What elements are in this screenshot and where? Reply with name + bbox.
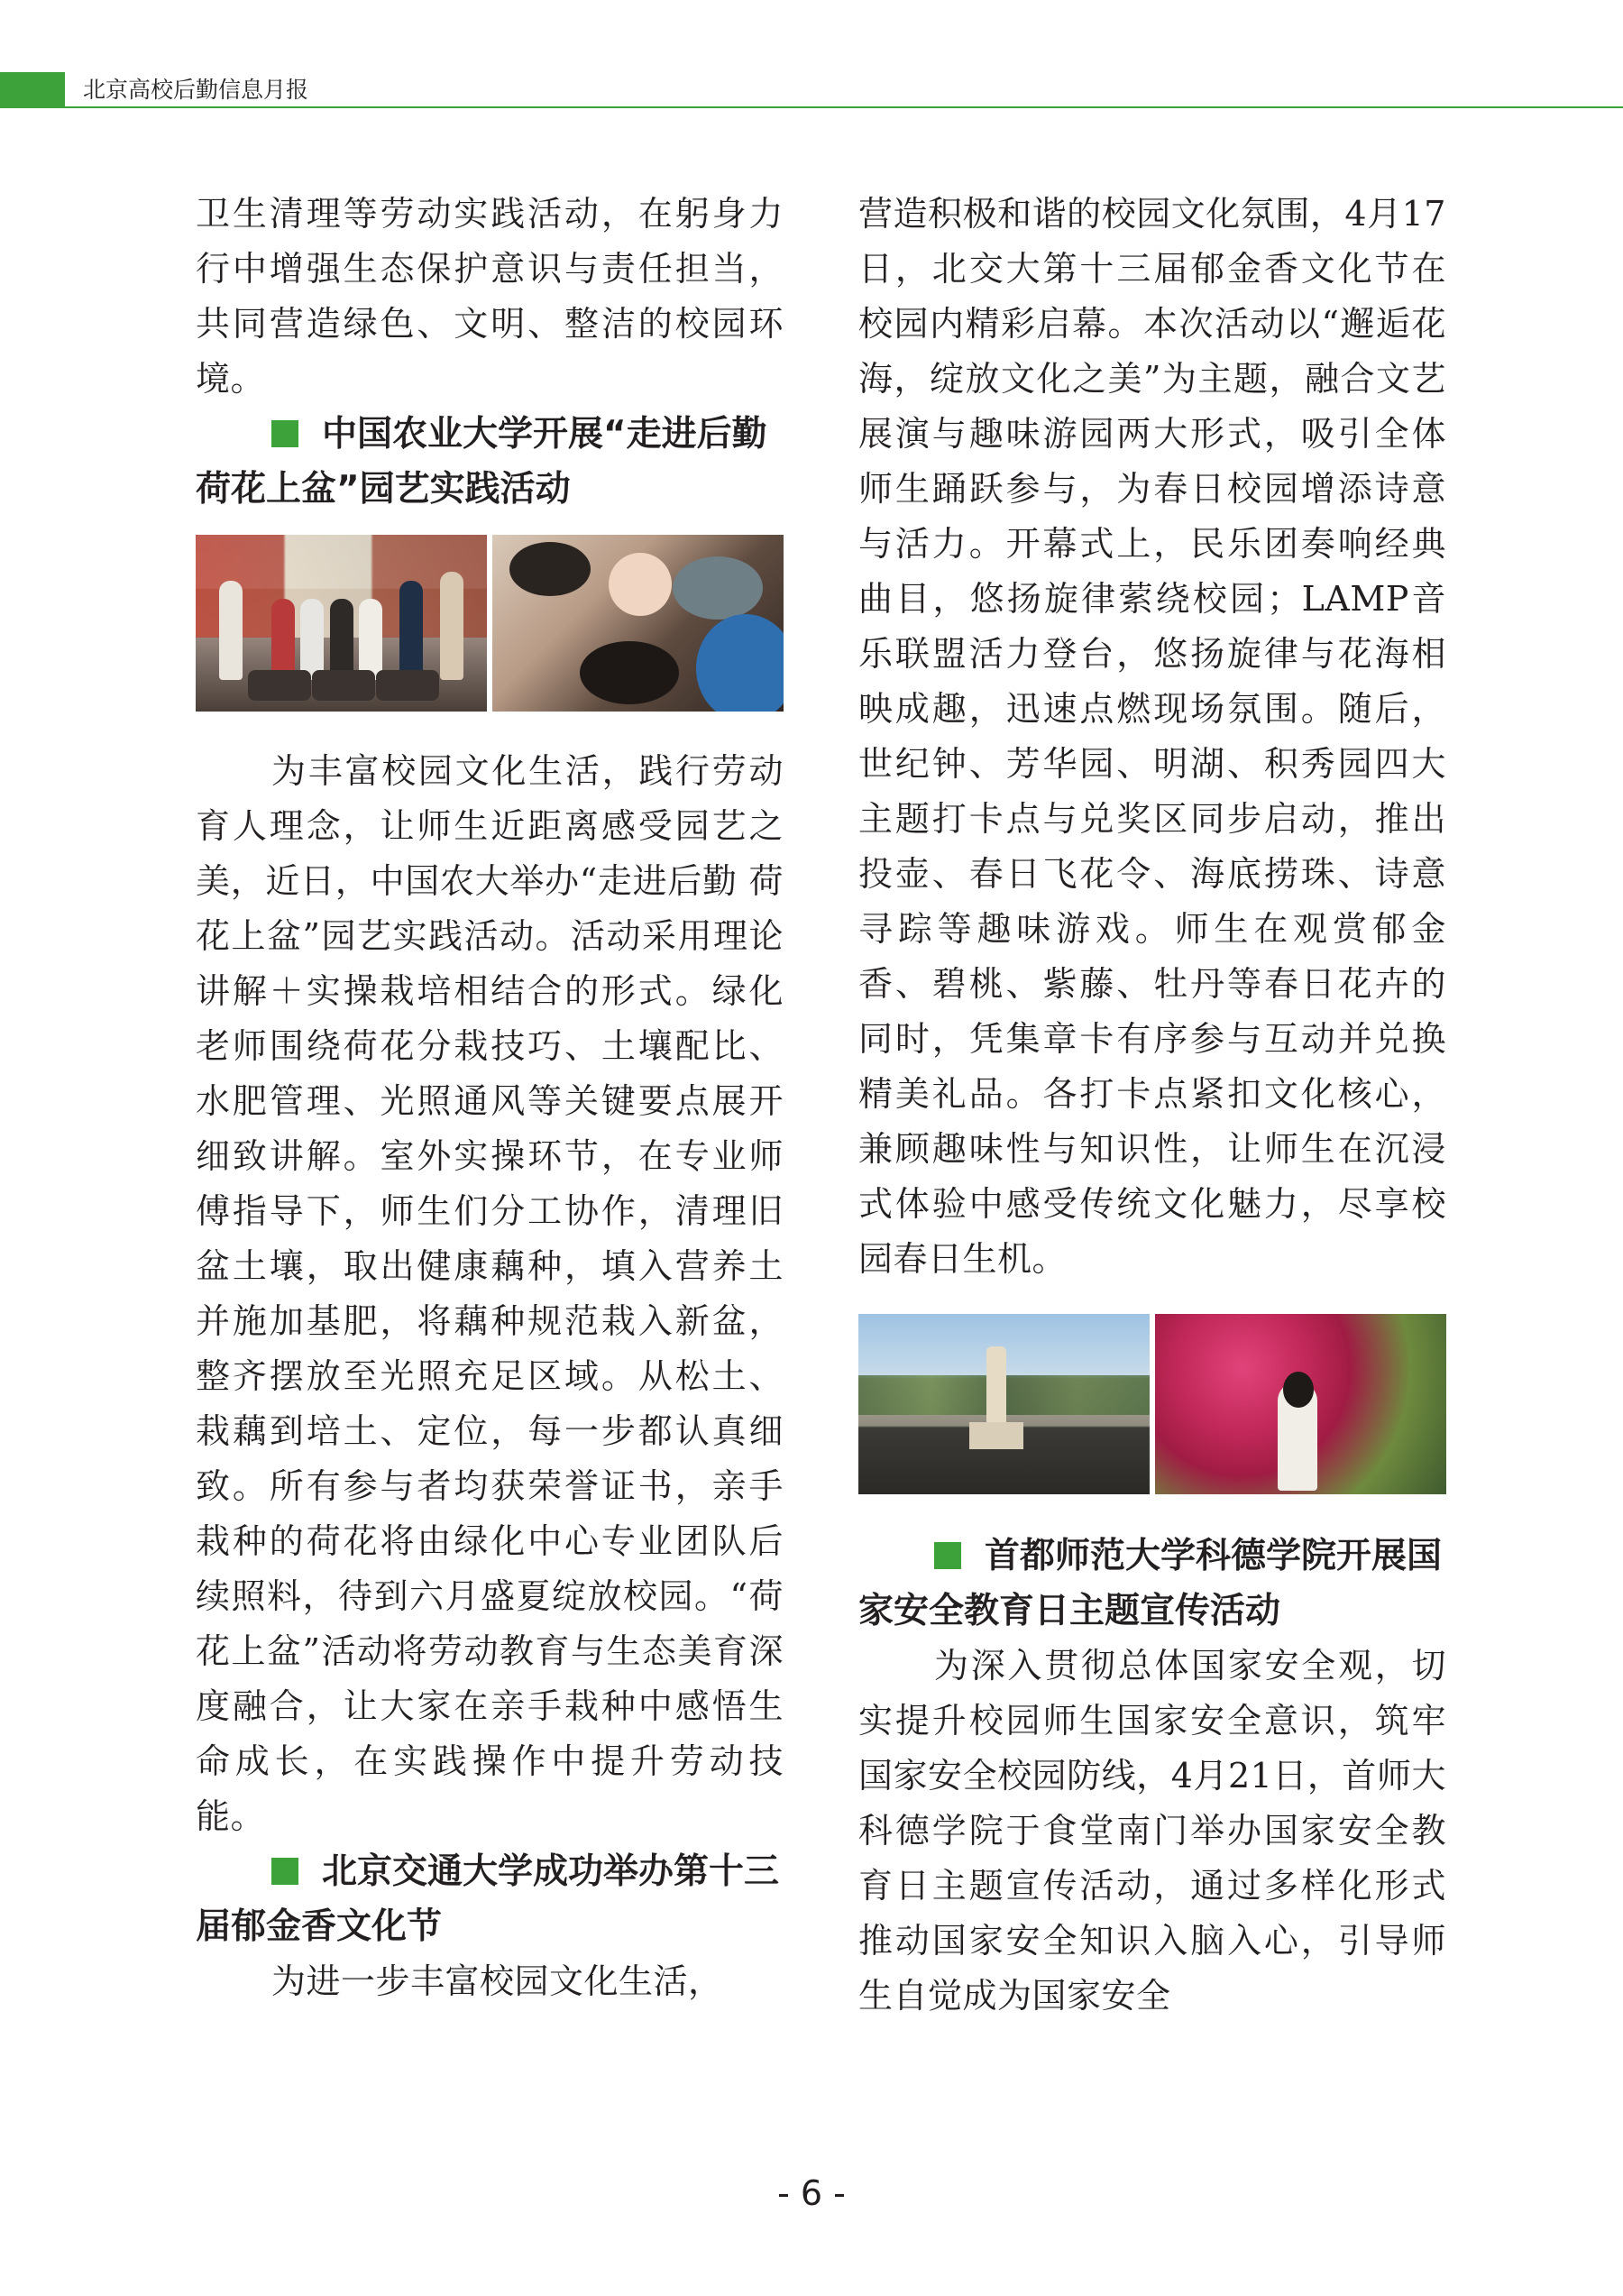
blossom-wish-photo (1155, 1314, 1446, 1494)
section-heading: 中国农业大学开展“走进后勤 荷花上盆”园艺实践活动 (196, 414, 767, 510)
left-column (196, 187, 784, 2009)
potting-closeup-photo (492, 535, 784, 712)
article-paragraph: 卫生清理等劳动实践活动，在躬身力行中增强生态保护意识与责任担当，共同营造绿色、文明、整洁的校园环境。 (196, 194, 784, 399)
section-heading: 首都师范大学科德学院开展国家安全教育日主题宣传活动 (858, 1536, 1443, 1631)
article-paragraph: 为进一步丰富校园文化生活， (271, 1961, 723, 2001)
page-number: - 6 - (777, 2173, 846, 2213)
bullet-square-icon (934, 1542, 961, 1569)
photo-row (196, 535, 784, 712)
header-accent-bar (0, 72, 65, 108)
header-divider (65, 106, 1623, 108)
article-paragraph: 营造积极和谐的校园文化氛围，4月17日，北交大第十三届郁金香文化节在校园内精彩启幕。本次活动以“邂逅花海，绽放文化之美”为主题，融合文艺展演与趣味游园两大形式，吸引全体师生踊跃参与，为春日校园增添诗意与活力。开幕式上，民乐团奏响经典曲目，悠扬旋律萦绕校园；LAMP音乐联盟活力登台，悠扬旋律与花海相映成趣，迅速点燃现场氛围。随后，世纪钟、芳华园、明湖、积秀园四大主题打卡点与兑奖区同步启动，推出投壶、春日飞花令、海底捞珠、诗意寻踪等趣味游戏。师生在观赏郁金香、碧桃、紫藤、牡丹等春日花卉的同时，凭集章卡有序参与互动并兑换精美礼品。各打卡点紧扣文化核心，兼顾趣味性与知识性，让师生在沉浸式体验中感受传统文化魅力，尽享校园春日生机。 (858, 194, 1446, 1279)
plaza-performance-photo (858, 1314, 1150, 1494)
garden-practice-photo (196, 535, 487, 712)
bullet-square-icon (271, 420, 298, 447)
article-paragraph: 为深入贯彻总体国家安全观，切实提升校园师生国家安全意识，筑牢国家安全校园防线，4月21日，首师大科德学院于食堂南门举办国家安全教育日主题宣传活动，通过多样化形式推动国家安全知识入脑入心，引导师生自觉成为国家安全 (858, 1646, 1446, 2016)
section-heading: 北京交通大学成功举办第十三届郁金香文化节 (196, 1851, 780, 1947)
photo-row (858, 1314, 1446, 1494)
right-column (858, 187, 1446, 2024)
article-paragraph: 为丰富校园文化生活，践行劳动育人理念，让师生近距离感受园艺之美，近日，中国农大举办“走进后勤 荷花上盆”园艺实践活动。活动采用理论讲解＋实操栽培相结合的形式。绿化老师围绕荷花分栽技巧、土壤配比、水肥管理、光照通风等关键要点展开细致讲解。室外实操环节，在专业师傅指导下，师生们分工协作，清理旧盆土壤，取出健康藕种，填入营养土并施加基肥，将藕种规范栽入新盆，整齐摆放至光照充足区域。从松土、栽藕到培土、定位，每一步都认真细致。所有参与者均获荣誉证书，亲手栽种的荷花将由绿化中心专业团队后续照料，待到六月盛夏绽放校园。“荷花上盆”活动将劳动教育与生态美育深度融合，让大家在亲手栽种中感悟生命成长，在实践操作中提升劳动技能。 (196, 751, 784, 1836)
publication-title: 北京高校后勤信息月报 (83, 77, 309, 103)
bullet-square-icon (271, 1858, 298, 1885)
